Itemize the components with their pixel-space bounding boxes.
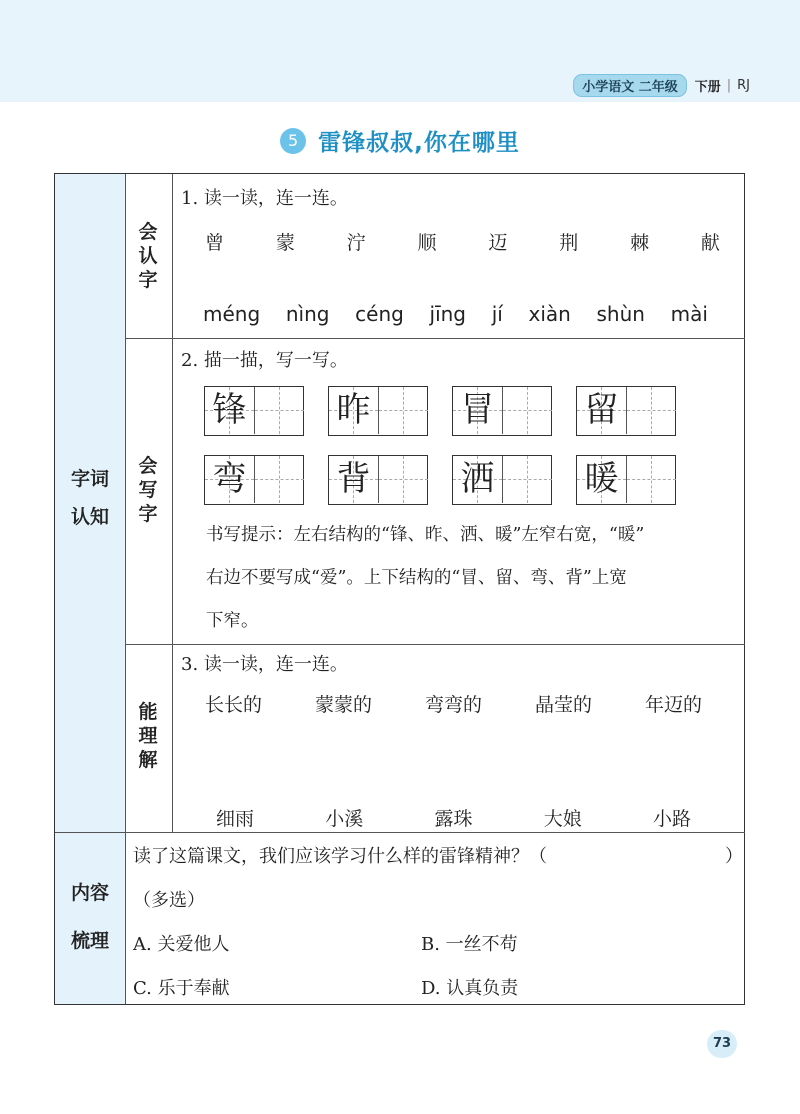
blank-square[interactable] xyxy=(378,456,428,503)
trace-square xyxy=(577,456,626,503)
trace-char: 昨 xyxy=(336,390,371,430)
pinyin-item[interactable]: mài xyxy=(670,302,708,326)
blank-square[interactable] xyxy=(378,387,428,434)
trace-square xyxy=(453,387,502,434)
blank-square[interactable] xyxy=(626,387,676,434)
q4-prompt-close: ） xyxy=(725,846,743,867)
writing-grid[interactable] xyxy=(576,455,676,505)
label-char: 会 xyxy=(138,455,158,477)
q3-prompt: 3. 读一读，连一连。 xyxy=(181,654,348,675)
divider-h2 xyxy=(125,644,745,645)
q1-chars xyxy=(205,228,720,255)
trace-char: 背 xyxy=(336,459,371,499)
char-item[interactable]: 迈 xyxy=(488,232,508,254)
writing-grid[interactable] xyxy=(328,386,428,436)
subject-badge: 小学语文 二年级 xyxy=(573,74,687,97)
sub-label-write xyxy=(138,454,158,526)
blank-square[interactable] xyxy=(502,456,552,503)
option-d[interactable]: D. 认真负责 xyxy=(421,978,519,999)
word-item[interactable]: 小溪 xyxy=(325,808,364,830)
sub-label-recognize xyxy=(138,220,158,292)
worksheet-table xyxy=(54,173,745,1005)
section-label-content xyxy=(55,878,125,956)
trace-square xyxy=(577,387,626,434)
pinyin-item[interactable]: jīng xyxy=(429,302,466,326)
lesson-number: 5 xyxy=(280,128,306,154)
label-char: 认 xyxy=(138,245,158,267)
trace-char: 冒 xyxy=(460,390,495,430)
pinyin-item[interactable]: nìng xyxy=(285,302,330,326)
label-char: 字 xyxy=(138,503,158,525)
label-char: 解 xyxy=(138,749,158,771)
pinyin-item[interactable]: céng xyxy=(355,302,404,326)
blank-square[interactable] xyxy=(254,387,304,434)
writing-grid[interactable] xyxy=(204,386,304,436)
q4-note: （多选） xyxy=(133,890,205,911)
q4-prompt: 读了这篇课文，我们应该学习什么样的雷锋精神？（ xyxy=(133,846,547,867)
trace-square xyxy=(329,387,378,434)
char-item[interactable]: 献 xyxy=(700,232,720,254)
writing-grid[interactable] xyxy=(576,386,676,436)
option-a[interactable]: A. 关爱他人 xyxy=(133,934,230,955)
label-char: 字 xyxy=(138,269,158,291)
char-item[interactable]: 棘 xyxy=(630,232,650,254)
trace-square xyxy=(453,456,502,503)
q1-pinyin xyxy=(203,302,708,326)
char-item[interactable]: 泞 xyxy=(346,232,366,254)
pinyin-item[interactable]: jí xyxy=(491,302,503,326)
pinyin-item[interactable]: xiàn xyxy=(528,302,571,326)
divider-h3 xyxy=(55,832,745,833)
lesson-title xyxy=(0,124,800,157)
tip-line: 下窄。 xyxy=(206,611,259,631)
trace-char: 留 xyxy=(584,390,619,430)
word-item[interactable]: 长长的 xyxy=(205,694,263,716)
word-item[interactable]: 大娘 xyxy=(543,808,582,830)
word-item[interactable]: 弯弯的 xyxy=(424,694,482,716)
trace-char: 洒 xyxy=(460,459,495,499)
trace-square xyxy=(205,387,254,434)
label-char: 写 xyxy=(138,479,158,501)
char-item[interactable]: 蒙 xyxy=(275,232,295,254)
divider-v2 xyxy=(172,174,173,832)
label-line: 认知 xyxy=(70,506,109,528)
q1-prompt: 1. 读一读，连一连。 xyxy=(181,188,348,209)
q3-bottom-row xyxy=(216,804,691,831)
lesson-title-text: 雷锋叔叔,你在哪里 xyxy=(318,130,520,156)
writing-grid[interactable] xyxy=(452,455,552,505)
label-line: 梳理 xyxy=(70,930,109,952)
q2-prompt: 2. 描一描，写一写。 xyxy=(181,350,348,371)
pinyin-item[interactable]: shùn xyxy=(596,302,645,326)
blank-square[interactable] xyxy=(502,387,552,434)
blank-square[interactable] xyxy=(254,456,304,503)
divider-h1 xyxy=(125,338,745,339)
writing-grid[interactable] xyxy=(452,386,552,436)
edition-label: RJ xyxy=(737,78,750,93)
page-number: 73 xyxy=(707,1030,737,1058)
tip-line: 右边不要写成“爱”。上下结构的“冒、留、弯、背”上宽 xyxy=(206,568,627,588)
tip-line: 书写提示：左右结构的“锋、昨、洒、暖”左窄右宽，“暖” xyxy=(206,525,645,545)
q3-top-row xyxy=(205,690,702,717)
word-item[interactable]: 晶莹的 xyxy=(534,694,592,716)
word-item[interactable]: 细雨 xyxy=(216,808,255,830)
label-char: 能 xyxy=(138,701,158,723)
pinyin-item[interactable]: méng xyxy=(203,302,261,326)
writing-grid[interactable] xyxy=(328,455,428,505)
divider-v1 xyxy=(125,174,126,1004)
writing-grid[interactable] xyxy=(204,455,304,505)
trace-char: 暖 xyxy=(584,459,619,499)
label-char: 会 xyxy=(138,221,158,243)
book-tag xyxy=(573,74,750,97)
option-b[interactable]: B. 一丝不苟 xyxy=(421,934,518,955)
blank-square[interactable] xyxy=(626,456,676,503)
char-item[interactable]: 顺 xyxy=(417,232,437,254)
writing-tip xyxy=(206,514,741,643)
label-line: 内容 xyxy=(70,882,109,904)
section-label-main xyxy=(55,464,125,532)
char-item[interactable]: 荆 xyxy=(559,232,579,254)
sub-label-understand xyxy=(138,700,158,772)
volume-label: 下册 xyxy=(694,80,721,95)
trace-char: 弯 xyxy=(212,459,247,499)
word-item[interactable]: 蒙蒙的 xyxy=(314,694,372,716)
option-c[interactable]: C. 乐于奉献 xyxy=(133,978,230,999)
char-item[interactable]: 曾 xyxy=(205,232,225,254)
trace-square xyxy=(329,456,378,503)
trace-square xyxy=(205,456,254,503)
label-line: 字词 xyxy=(70,468,109,490)
word-item[interactable]: 露珠 xyxy=(434,808,473,830)
tag-separator: | xyxy=(726,78,732,93)
label-char: 理 xyxy=(138,725,158,747)
trace-char: 锋 xyxy=(212,390,247,430)
word-item[interactable]: 年迈的 xyxy=(644,694,702,716)
word-item[interactable]: 小路 xyxy=(652,808,691,830)
